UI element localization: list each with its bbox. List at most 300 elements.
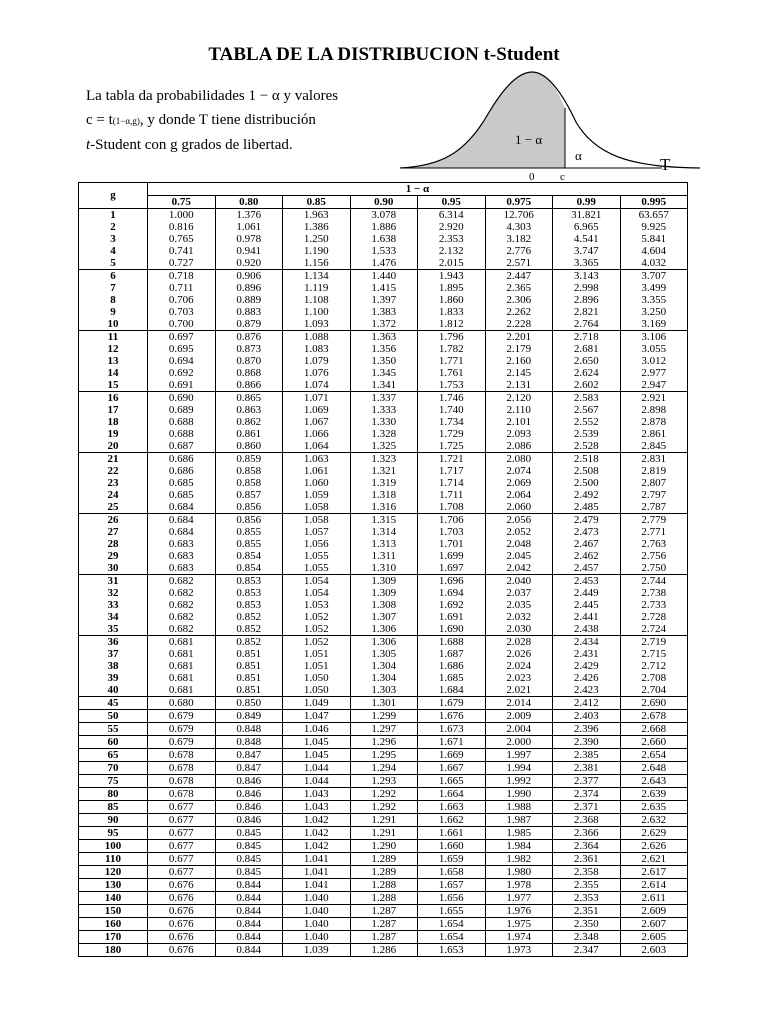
value-cell: 2.920 [418,221,486,233]
value-cell: 1.046 [283,723,351,736]
value-cell: 1.041 [283,866,351,879]
value-cell: 2.262 [485,306,553,318]
value-cell: 2.361 [553,853,621,866]
value-cell: 4.303 [485,221,553,233]
value-cell: 1.656 [418,892,486,905]
column-header: 0.75 [148,196,216,209]
value-cell: 2.614 [620,879,688,892]
value-cell: 1.734 [418,416,486,428]
value-cell: 0.676 [148,879,216,892]
value-cell: 1.055 [283,550,351,562]
table-row [79,840,688,853]
table-row [79,428,688,440]
value-cell: 1.963 [283,209,351,222]
value-cell: 1.658 [418,866,486,879]
value-cell: 1.663 [418,801,486,814]
degrees-of-freedom-cell: 19 [79,428,148,440]
value-cell: 0.851 [215,648,283,660]
degrees-of-freedom-cell: 34 [79,611,148,623]
value-cell: 1.706 [418,514,486,527]
value-cell: 3.250 [620,306,688,318]
value-cell: 2.032 [485,611,553,623]
value-cell: 1.045 [283,749,351,762]
intro-text [86,84,386,157]
value-cell: 1.041 [283,853,351,866]
area-label: 1 − α [515,132,543,147]
value-cell: 0.684 [148,526,216,538]
value-cell: 1.295 [350,749,418,762]
value-cell: 0.727 [148,257,216,270]
value-cell: 1.796 [418,331,486,344]
value-cell: 1.289 [350,853,418,866]
value-cell: 1.057 [283,526,351,538]
value-cell: 3.078 [350,209,418,222]
value-cell: 1.886 [350,221,418,233]
value-cell: 1.341 [350,379,418,392]
value-cell: 1.982 [485,853,553,866]
value-cell: 0.858 [215,465,283,477]
value-cell: 0.695 [148,343,216,355]
value-cell: 2.355 [553,879,621,892]
value-cell: 1.669 [418,749,486,762]
value-cell: 2.009 [485,710,553,723]
degrees-of-freedom-cell: 36 [79,636,148,649]
value-cell: 0.681 [148,660,216,672]
table-row [79,648,688,660]
value-cell: 1.671 [418,736,486,749]
value-cell: 1.345 [350,367,418,379]
table-row [79,489,688,501]
value-cell: 1.746 [418,392,486,405]
value-cell: 0.687 [148,440,216,453]
column-header: 0.90 [350,196,418,209]
table-row [79,282,688,294]
value-cell: 2.467 [553,538,621,550]
value-cell: 2.093 [485,428,553,440]
value-cell: 1.771 [418,355,486,367]
intro-text-part: y valores [279,88,339,104]
value-cell: 2.060 [485,501,553,514]
value-cell: 2.052 [485,526,553,538]
degrees-of-freedom-cell: 17 [79,404,148,416]
value-cell: 1.686 [418,660,486,672]
value-cell: 0.703 [148,306,216,318]
value-cell: 0.856 [215,514,283,527]
value-cell: 2.030 [485,623,553,636]
value-cell: 1.093 [283,318,351,331]
value-cell: 1.337 [350,392,418,405]
value-cell: 1.314 [350,526,418,538]
degrees-of-freedom-cell: 16 [79,392,148,405]
value-cell: 1.690 [418,623,486,636]
intro-expr: 1 − α [248,88,280,104]
value-cell: 2.026 [485,648,553,660]
value-cell: 0.863 [215,404,283,416]
value-cell: 1.321 [350,465,418,477]
value-cell: 0.883 [215,306,283,318]
value-cell: 0.676 [148,892,216,905]
value-cell: 0.711 [148,282,216,294]
value-cell: 1.987 [485,814,553,827]
column-header: 0.80 [215,196,283,209]
value-cell: 2.635 [620,801,688,814]
intro-text-part: La tabla da probabilidades [86,88,249,104]
degrees-of-freedom-cell: 39 [79,672,148,684]
value-cell: 1.293 [350,775,418,788]
degrees-of-freedom-cell: 2 [79,221,148,233]
value-cell: 2.473 [553,526,621,538]
value-cell: 3.747 [553,245,621,257]
degrees-of-freedom-cell: 31 [79,575,148,588]
value-cell: 2.621 [620,853,688,866]
value-cell: 1.069 [283,404,351,416]
degrees-of-freedom-cell: 50 [79,710,148,723]
value-cell: 2.609 [620,905,688,918]
value-cell: 1.076 [283,367,351,379]
value-cell: 0.844 [215,931,283,944]
value-cell: 2.611 [620,892,688,905]
value-cell: 2.423 [553,684,621,697]
value-cell: 2.787 [620,501,688,514]
degrees-of-freedom-cell: 24 [79,489,148,501]
table-row [79,814,688,827]
value-cell: 1.053 [283,599,351,611]
value-cell: 1.660 [418,840,486,853]
table-row [79,550,688,562]
table-row [79,270,688,283]
degrees-of-freedom-cell: 95 [79,827,148,840]
value-cell: 1.701 [418,538,486,550]
table-row [79,379,688,392]
value-cell: 1.049 [283,697,351,710]
value-cell: 1.306 [350,623,418,636]
value-cell: 1.287 [350,905,418,918]
value-cell: 0.845 [215,866,283,879]
value-cell: 1.040 [283,918,351,931]
value-cell: 1.315 [350,514,418,527]
value-cell: 0.689 [148,404,216,416]
value-cell: 1.088 [283,331,351,344]
table-row [79,257,688,270]
value-cell: 2.764 [553,318,621,331]
table-row [79,318,688,331]
value-cell: 1.740 [418,404,486,416]
value-cell: 0.686 [148,453,216,466]
value-cell: 0.853 [215,599,283,611]
value-cell: 0.848 [215,723,283,736]
value-cell: 0.845 [215,827,283,840]
degrees-of-freedom-cell: 45 [79,697,148,710]
value-cell: 1.042 [283,827,351,840]
value-cell: 0.677 [148,840,216,853]
value-cell: 2.779 [620,514,688,527]
degrees-of-freedom-cell: 70 [79,762,148,775]
degrees-of-freedom-cell: 6 [79,270,148,283]
value-cell: 2.602 [553,379,621,392]
table-row [79,944,688,957]
value-cell: 1.729 [418,428,486,440]
value-cell: 1.397 [350,294,418,306]
value-cell: 1.058 [283,501,351,514]
value-cell: 1.376 [215,209,283,222]
value-cell: 2.110 [485,404,553,416]
value-cell: 1.056 [283,538,351,550]
value-cell: 2.650 [553,355,621,367]
degrees-of-freedom-cell: 12 [79,343,148,355]
value-cell: 1.697 [418,562,486,575]
value-cell: 3.182 [485,233,553,245]
value-cell: 1.304 [350,660,418,672]
value-cell: 0.677 [148,827,216,840]
degrees-of-freedom-cell: 27 [79,526,148,538]
value-cell: 0.682 [148,575,216,588]
value-cell: 0.873 [215,343,283,355]
degrees-of-freedom-cell: 26 [79,514,148,527]
degrees-of-freedom-cell: 170 [79,931,148,944]
value-cell: 1.313 [350,538,418,550]
value-cell: 6.314 [418,209,486,222]
value-cell: 0.678 [148,762,216,775]
value-cell: 2.145 [485,367,553,379]
value-cell: 0.846 [215,788,283,801]
value-cell: 2.441 [553,611,621,623]
table-row [79,762,688,775]
value-cell: 2.552 [553,416,621,428]
value-cell: 1.992 [485,775,553,788]
degrees-of-freedom-cell: 4 [79,245,148,257]
degrees-of-freedom-cell: 180 [79,944,148,957]
value-cell: 1.657 [418,879,486,892]
degrees-of-freedom-cell: 140 [79,892,148,905]
value-cell: 2.028 [485,636,553,649]
table-row [79,905,688,918]
value-cell: 0.852 [215,636,283,649]
value-cell: 1.714 [418,477,486,489]
table-row [79,526,688,538]
value-cell: 2.845 [620,440,688,453]
degrees-of-freedom-cell: 23 [79,477,148,489]
value-cell: 0.855 [215,526,283,538]
value-cell: 0.868 [215,367,283,379]
value-cell: 1.297 [350,723,418,736]
table-row [79,599,688,611]
value-cell: 1.060 [283,477,351,489]
value-cell: 1.330 [350,416,418,428]
value-cell: 1.318 [350,489,418,501]
value-cell: 2.763 [620,538,688,550]
value-cell: 0.846 [215,801,283,814]
value-cell: 1.782 [418,343,486,355]
degrees-of-freedom-cell: 110 [79,853,148,866]
value-cell: 0.697 [148,331,216,344]
value-cell: 2.381 [553,762,621,775]
value-cell: 1.994 [485,762,553,775]
value-cell: 1.061 [283,465,351,477]
value-cell: 2.353 [553,892,621,905]
value-cell: 0.856 [215,501,283,514]
table-row [79,416,688,428]
value-cell: 2.086 [485,440,553,453]
table-row [79,827,688,840]
value-cell: 0.676 [148,931,216,944]
value-cell: 0.690 [148,392,216,405]
degrees-of-freedom-cell: 85 [79,801,148,814]
value-cell: 1.039 [283,944,351,957]
value-cell: 0.844 [215,879,283,892]
value-cell: 2.350 [553,918,621,931]
value-cell: 2.648 [620,762,688,775]
table-row [79,879,688,892]
degrees-of-freedom-cell: 28 [79,538,148,550]
value-cell: 0.685 [148,477,216,489]
g-header: g [79,183,148,209]
value-cell: 0.870 [215,355,283,367]
degrees-of-freedom-cell: 90 [79,814,148,827]
value-cell: 0.844 [215,944,283,957]
value-cell: 1.041 [283,879,351,892]
value-cell: 0.857 [215,489,283,501]
value-cell: 1.976 [485,905,553,918]
value-cell: 2.704 [620,684,688,697]
value-cell: 2.807 [620,477,688,489]
value-cell: 0.846 [215,775,283,788]
value-cell: 1.108 [283,294,351,306]
value-cell: 2.348 [553,931,621,944]
value-cell: 3.012 [620,355,688,367]
value-cell: 0.688 [148,416,216,428]
value-cell: 0.852 [215,623,283,636]
value-cell: 1.044 [283,762,351,775]
value-cell: 2.160 [485,355,553,367]
table-row [79,866,688,879]
degrees-of-freedom-cell: 1 [79,209,148,222]
value-cell: 1.662 [418,814,486,827]
value-cell: 2.947 [620,379,688,392]
value-cell: 1.440 [350,270,418,283]
value-cell: 1.664 [418,788,486,801]
value-cell: 0.765 [148,233,216,245]
degrees-of-freedom-cell: 65 [79,749,148,762]
value-cell: 1.833 [418,306,486,318]
value-cell: 1.043 [283,788,351,801]
table-row [79,355,688,367]
table-row [79,343,688,355]
column-header: 0.995 [620,196,688,209]
value-cell: 2.056 [485,514,553,527]
value-cell: 1.661 [418,827,486,840]
value-cell: 2.048 [485,538,553,550]
value-cell: 2.626 [620,840,688,853]
value-cell: 2.447 [485,270,553,283]
table-row [79,306,688,318]
value-cell: 0.853 [215,587,283,599]
degrees-of-freedom-cell: 100 [79,840,148,853]
table-row [79,538,688,550]
value-cell: 1.978 [485,879,553,892]
table-row [79,514,688,527]
value-cell: 1.064 [283,440,351,453]
value-cell: 0.676 [148,944,216,957]
table-row [79,465,688,477]
degrees-of-freedom-cell: 5 [79,257,148,270]
value-cell: 0.849 [215,710,283,723]
degrees-of-freedom-cell: 20 [79,440,148,453]
value-cell: 1.310 [350,562,418,575]
value-cell: 0.694 [148,355,216,367]
value-cell: 1.286 [350,944,418,957]
value-cell: 0.681 [148,636,216,649]
value-cell: 2.080 [485,453,553,466]
value-cell: 1.307 [350,611,418,623]
value-cell: 0.685 [148,489,216,501]
value-cell: 6.965 [553,221,621,233]
value-cell: 2.403 [553,710,621,723]
value-cell: 63.657 [620,209,688,222]
value-cell: 0.684 [148,514,216,527]
value-cell: 2.539 [553,428,621,440]
value-cell: 1.063 [283,453,351,466]
value-cell: 1.288 [350,892,418,905]
value-cell: 1.895 [418,282,486,294]
value-cell: 2.508 [553,465,621,477]
table-row [79,710,688,723]
value-cell: 1.988 [485,801,553,814]
value-cell: 1.654 [418,918,486,931]
value-cell: 2.035 [485,599,553,611]
column-header-row [79,196,688,209]
value-cell: 1.975 [485,918,553,931]
column-header: 0.975 [485,196,553,209]
value-cell: 0.852 [215,611,283,623]
value-cell: 2.738 [620,587,688,599]
value-cell: 2.429 [553,660,621,672]
value-cell: 0.678 [148,788,216,801]
value-cell: 1.066 [283,428,351,440]
value-cell: 1.997 [485,749,553,762]
value-cell: 1.052 [283,611,351,623]
value-cell: 2.453 [553,575,621,588]
table-row [79,453,688,466]
value-cell: 2.000 [485,736,553,749]
degrees-of-freedom-cell: 55 [79,723,148,736]
axis-label-t: T [660,155,671,174]
value-cell: 1.761 [418,367,486,379]
value-cell: 2.045 [485,550,553,562]
degrees-of-freedom-cell: 9 [79,306,148,318]
value-cell: 1.288 [350,879,418,892]
intro-expr: c = t [86,112,113,128]
value-cell: 1.052 [283,636,351,649]
value-cell: 1.691 [418,611,486,623]
degrees-of-freedom-cell: 7 [79,282,148,294]
value-cell: 0.681 [148,684,216,697]
value-cell: 1.984 [485,840,553,853]
value-cell: 2.500 [553,477,621,489]
intro-subscript: (1−α,g) [112,116,140,126]
value-cell: 2.632 [620,814,688,827]
value-cell: 0.848 [215,736,283,749]
value-cell: 0.847 [215,762,283,775]
value-cell: 0.684 [148,501,216,514]
table-row [79,684,688,697]
value-cell: 0.859 [215,453,283,466]
value-cell: 1.287 [350,931,418,944]
table-row [79,209,688,222]
table-row [79,736,688,749]
value-cell: 1.134 [283,270,351,283]
value-cell: 3.355 [620,294,688,306]
value-cell: 2.021 [485,684,553,697]
